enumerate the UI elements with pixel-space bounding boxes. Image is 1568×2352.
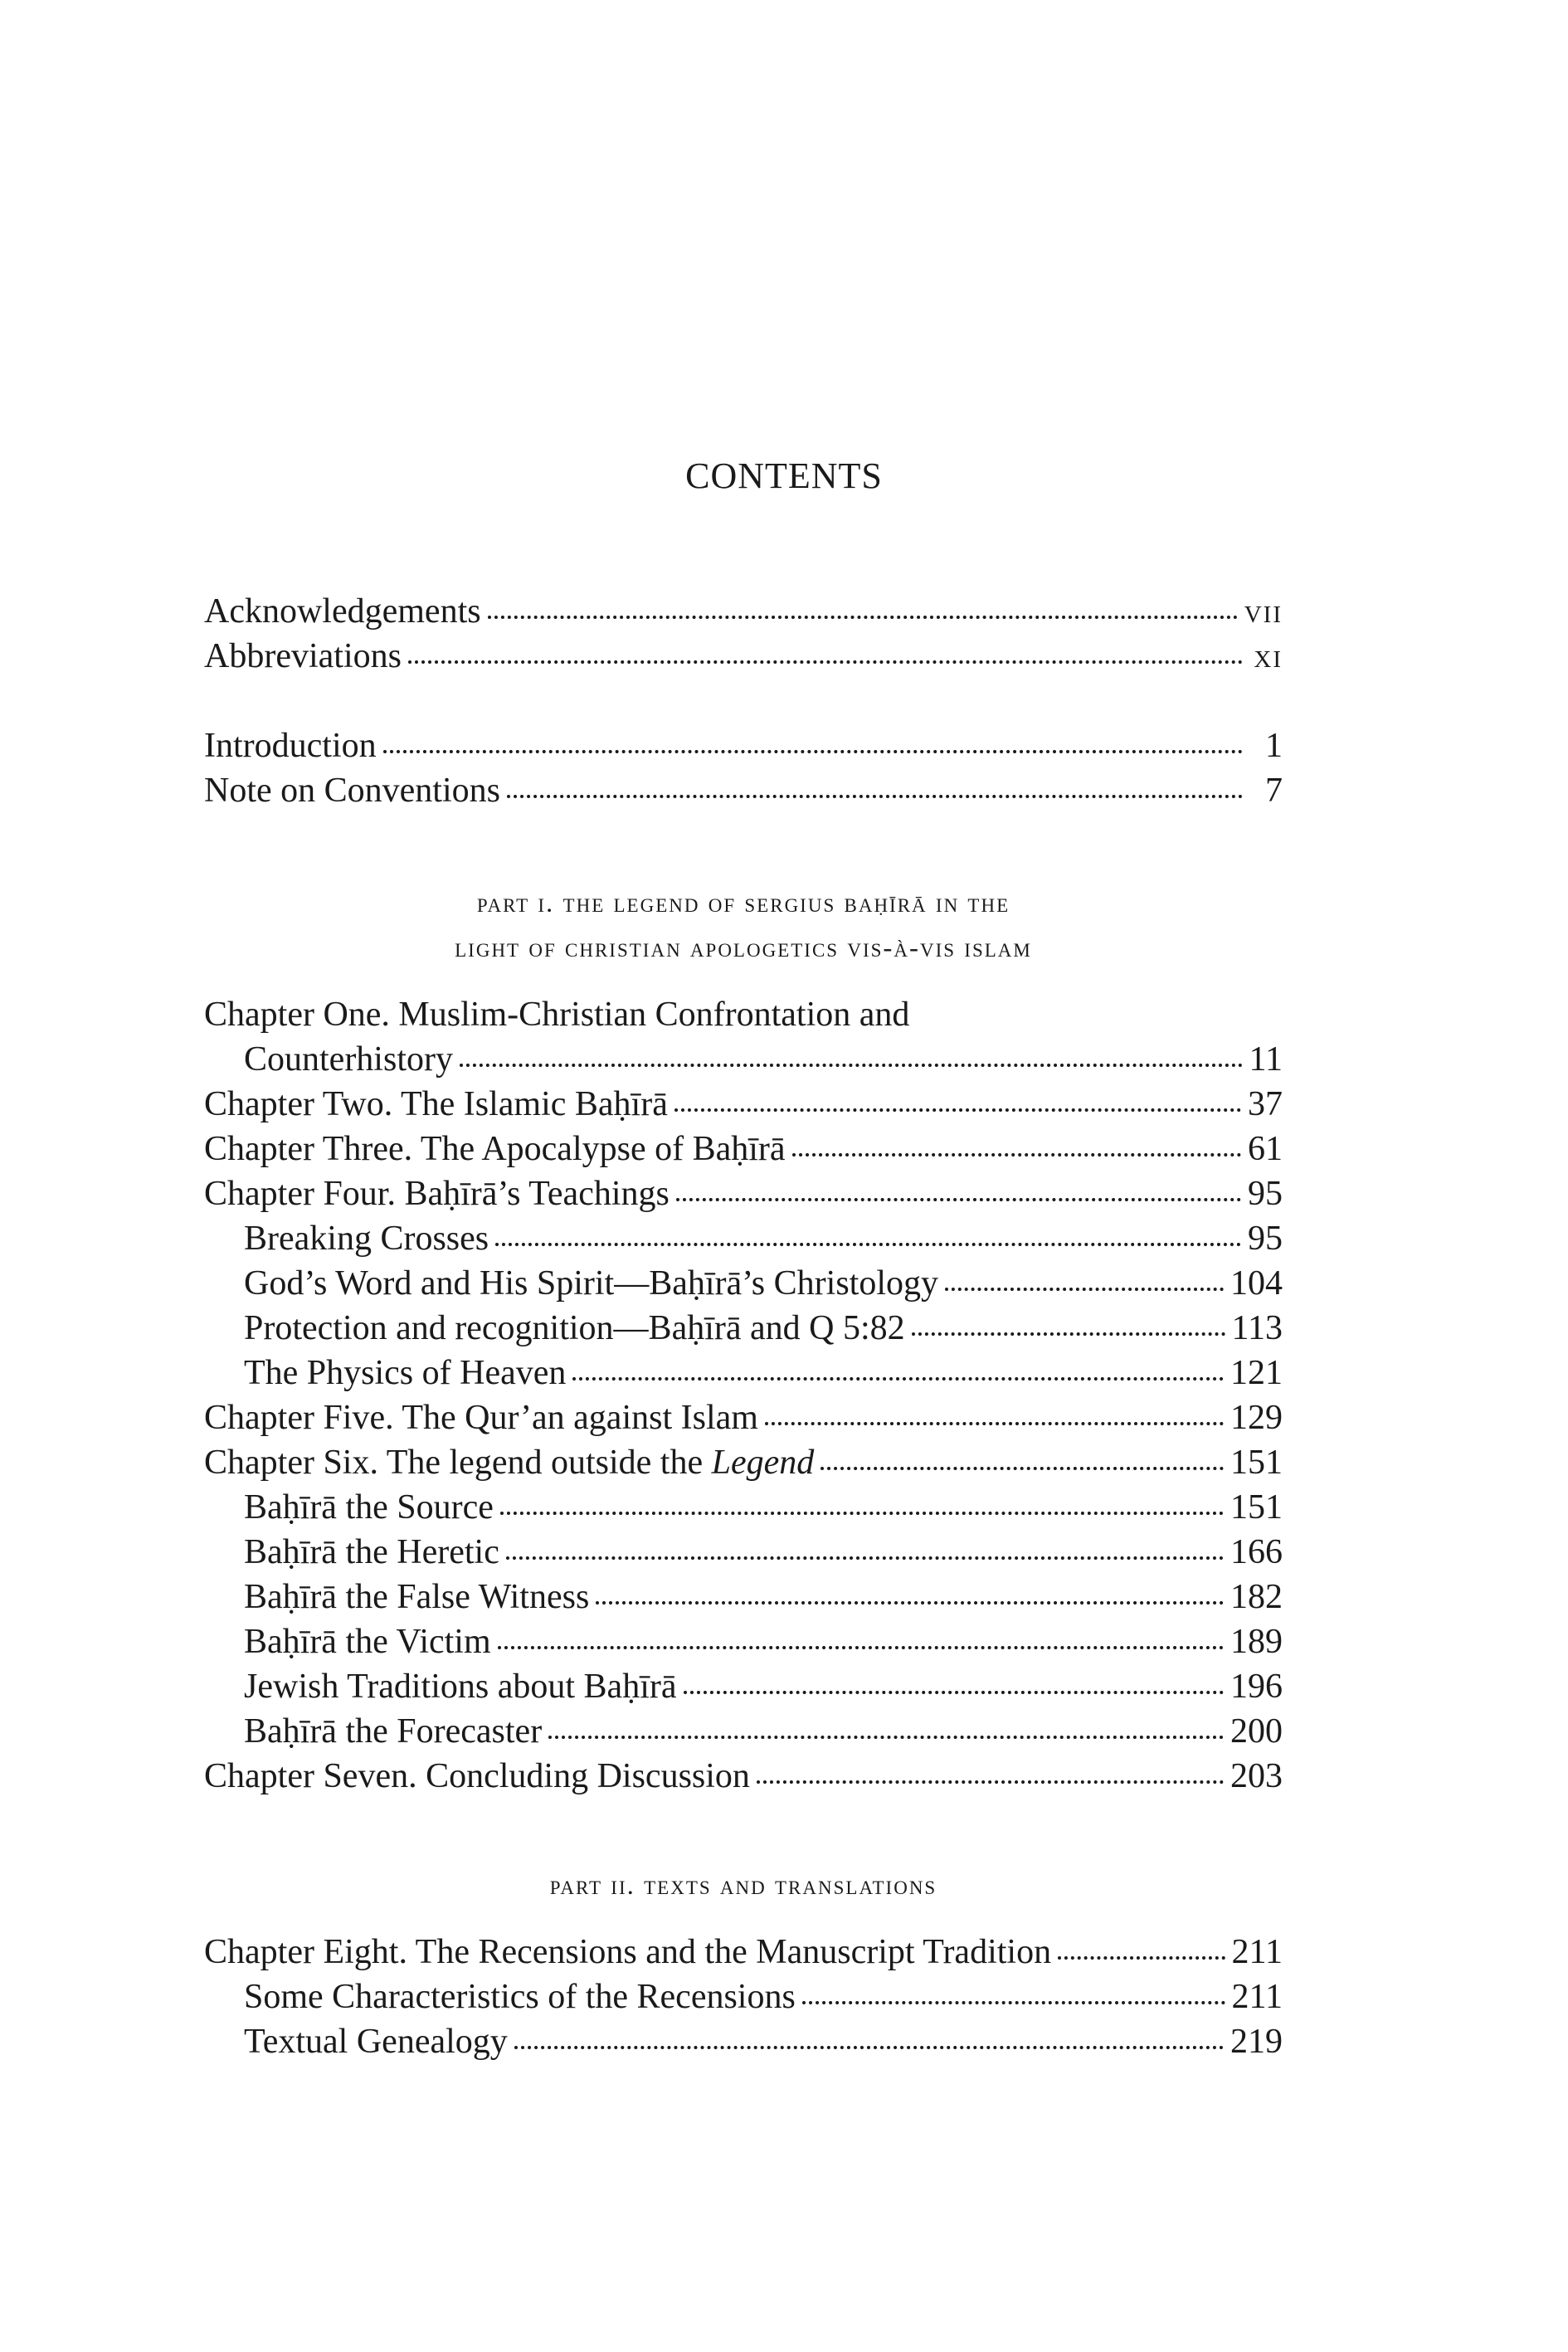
toc-entry[interactable] xyxy=(204,1351,1283,1395)
toc-page-number: 182 xyxy=(1230,1578,1283,1616)
toc-page-number: 104 xyxy=(1230,1264,1283,1303)
toc-entry-label: Chapter Eight. The Recensions and the Manuscript Tradition xyxy=(204,1933,1052,1971)
dot-leader xyxy=(548,1736,1224,1739)
toc-entry-label: Chapter Five. The Qur’an against Islam xyxy=(204,1399,758,1437)
toc-entry-label: Protection and recognition—Baḥīrā and Q 5:82 xyxy=(244,1309,905,1347)
dot-leader xyxy=(912,1332,1225,1336)
dot-leader xyxy=(945,1288,1224,1291)
toc-entry-label: Chapter Two. The Islamic Baḥīrā xyxy=(204,1085,668,1123)
dot-leader xyxy=(596,1601,1224,1605)
toc-entry[interactable] xyxy=(204,1664,1283,1709)
dot-leader xyxy=(676,1198,1241,1201)
part-heading: light of christian apologetics vis-à-vis islam xyxy=(455,933,1032,963)
toc-entry-label: Baḥīrā the Heretic xyxy=(244,1533,499,1571)
dot-leader xyxy=(792,1153,1241,1157)
dot-leader xyxy=(1058,1956,1225,1960)
toc-entry-label: Counterhistory xyxy=(244,1040,453,1079)
toc-entry-label: The Physics of Heaven xyxy=(244,1354,567,1392)
toc-page-number: 113 xyxy=(1231,1309,1283,1347)
toc-entry-label: Baḥīrā the Forecaster xyxy=(244,1712,543,1751)
toc-entry[interactable] xyxy=(204,1261,1283,1306)
toc-entry[interactable] xyxy=(204,1082,1283,1127)
toc-entry[interactable] xyxy=(204,634,1283,679)
toc-entry[interactable] xyxy=(204,1485,1283,1530)
dot-leader xyxy=(383,750,1243,753)
toc-page-number: 211 xyxy=(1231,1978,1283,2016)
toc-page-number: 11 xyxy=(1249,1040,1283,1079)
dot-leader xyxy=(500,1512,1224,1515)
dot-leader xyxy=(514,2046,1224,2049)
toc-entry[interactable] xyxy=(204,1037,1283,1082)
toc-entry-label: Chapter Four. Baḥīrā’s Teachings xyxy=(204,1175,670,1213)
toc-entry[interactable] xyxy=(204,1709,1283,1754)
toc-entry-label: Baḥīrā the Victim xyxy=(244,1623,491,1661)
dot-leader xyxy=(408,660,1243,664)
toc-entry-label: God’s Word and His Spirit—Baḥīrā’s Christology xyxy=(244,1264,939,1303)
toc-page-number: 166 xyxy=(1230,1533,1283,1571)
toc-page-number: 7 xyxy=(1265,772,1283,810)
toc-entry[interactable] xyxy=(204,1127,1283,1171)
toc-entry[interactable] xyxy=(204,1575,1283,1619)
toc-page-number: 151 xyxy=(1230,1444,1283,1482)
dot-leader xyxy=(684,1691,1225,1694)
toc-page-number: 121 xyxy=(1230,1354,1283,1392)
toc-entry[interactable] xyxy=(204,768,1283,813)
toc-page-number: 129 xyxy=(1230,1399,1283,1437)
dot-leader xyxy=(507,795,1243,798)
toc-entry-label: Baḥīrā the False Witness xyxy=(244,1578,590,1616)
part-heading: part i. the legend of sergius baḥīrā in the xyxy=(476,889,1010,918)
toc-entry-label: Chapter One. Muslim-Christian Confrontation and xyxy=(204,996,910,1034)
toc-entry-label xyxy=(204,1440,814,1485)
toc-entry[interactable] xyxy=(204,1395,1283,1440)
toc-page-number: 95 xyxy=(1248,1175,1283,1213)
toc-page-number: 203 xyxy=(1230,1757,1283,1795)
dot-leader xyxy=(765,1422,1224,1425)
dot-leader xyxy=(821,1467,1224,1470)
toc-page-number: vii xyxy=(1244,592,1283,631)
toc-page-number: 211 xyxy=(1231,1933,1283,1971)
toc-page-number: 1 xyxy=(1265,727,1283,765)
toc-page-number: 151 xyxy=(1230,1488,1283,1527)
toc-entry[interactable] xyxy=(204,1930,1283,1975)
dot-leader xyxy=(572,1377,1224,1381)
toc-page-number: 37 xyxy=(1248,1085,1283,1123)
toc-entry[interactable] xyxy=(204,1171,1283,1216)
toc-entry-label: Acknowledgements xyxy=(204,592,481,631)
dot-leader xyxy=(757,1780,1224,1784)
toc-entry[interactable] xyxy=(204,2019,1283,2064)
dot-leader xyxy=(498,1646,1224,1649)
toc-entry-label: Textual Genealogy xyxy=(244,2023,508,2061)
toc-entry-label-italic: Legend xyxy=(711,1444,815,1482)
toc-entry[interactable] xyxy=(204,1619,1283,1664)
toc-entry-label: Chapter Three. The Apocalypse of Baḥīrā xyxy=(204,1130,786,1168)
part-heading: part ii. texts and translations xyxy=(549,1871,937,1901)
toc-page-number: 95 xyxy=(1248,1220,1283,1258)
toc-entry[interactable] xyxy=(204,1306,1283,1351)
toc-entry[interactable] xyxy=(204,589,1283,634)
toc-page-number: 61 xyxy=(1248,1130,1283,1168)
toc-entry[interactable] xyxy=(204,1440,1283,1485)
toc-entry[interactable] xyxy=(204,1530,1283,1575)
dot-leader xyxy=(506,1556,1224,1560)
dot-leader xyxy=(802,2001,1225,2004)
toc-page-number: xi xyxy=(1254,637,1283,675)
toc-entry[interactable] xyxy=(204,1216,1283,1261)
page-title: CONTENTS xyxy=(685,455,883,496)
toc-entry[interactable] xyxy=(204,1754,1283,1799)
toc-entry-label: Baḥīrā the Source xyxy=(244,1488,494,1527)
dot-leader xyxy=(674,1108,1241,1112)
toc-entry-label-text: Chapter Six. The legend outside the xyxy=(204,1444,712,1482)
toc-entry[interactable] xyxy=(204,1975,1283,2019)
dot-leader xyxy=(488,616,1238,619)
toc-entry[interactable] xyxy=(204,723,1283,768)
toc-entry-label: Introduction xyxy=(204,727,377,765)
dot-leader xyxy=(460,1064,1243,1067)
toc-entry-label: Abbreviations xyxy=(204,637,402,675)
toc-page-number: 219 xyxy=(1230,2023,1283,2061)
toc-entry-label: Note on Conventions xyxy=(204,772,500,810)
toc-page-number: 196 xyxy=(1230,1668,1283,1706)
toc-entry-label: Some Characteristics of the Recensions xyxy=(244,1978,796,2016)
toc-page-number: 200 xyxy=(1230,1712,1283,1751)
toc-entry-label: Breaking Crosses xyxy=(244,1220,489,1258)
toc-page-number: 189 xyxy=(1230,1623,1283,1661)
toc-entry-label: Jewish Traditions about Baḥīrā xyxy=(244,1668,677,1706)
toc-entry-label: Chapter Seven. Concluding Discussion xyxy=(204,1757,750,1795)
dot-leader xyxy=(495,1243,1241,1246)
